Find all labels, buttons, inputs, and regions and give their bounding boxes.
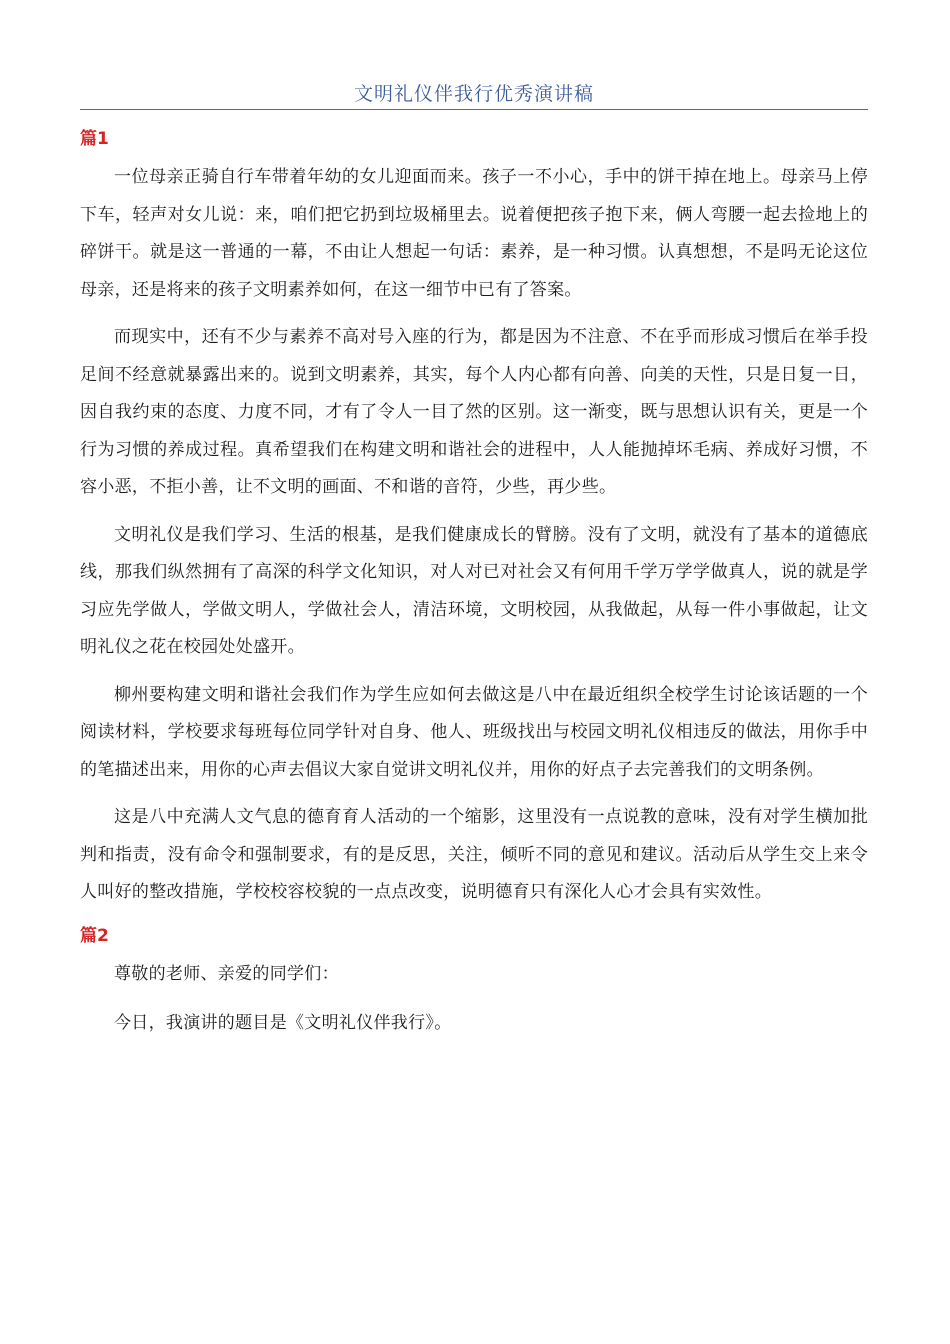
section-2-paragraph-1: 尊敬的老师、亲爱的同学们： (114, 963, 339, 984)
section-2-paragraph-2: 今日，我演讲的题目是《文明礼仪伴我行》。 (114, 1013, 452, 1033)
section-1-paragraph-1: 一位母亲正骑自行车带着年幼的女儿迎面而来。孩子一不小心，手中的饼干掉在地上。母亲马上停下车，轻声对女儿说：来，咱们把它扔到垃圾桶里去。说着便把孩子抱下来，俩人弯腰一起去捡地上的碎饼干。就是这一普通的一幕，不由让人想起一句话：素养，是一种习惯。认真想想，不是吗无论这位母亲，还是将来的孩子文明素养如何，在这一细节中已有了答案。 (80, 167, 868, 300)
document-body (80, 125, 868, 1055)
section-1-paragraph-4: 柳州要构建文明和谐社会我们作为学生应如何去做这是八中在最近组织全校学生讨论该话题的一个阅读材料，学校要求每班每位同学针对自身、他人、班级找出与校园文明礼仪相违反的做法，用你手中的笔描述出来，用你的心声去倡议大家自觉讲文明礼仪并，用你的好点子去完善我们的文明条例。 (80, 684, 868, 780)
title-divider (80, 109, 868, 110)
section-1-paragraph-5: 这是八中充满人文气息的德育育人活动的一个缩影，这里没有一点说教的意味，没有对学生横加批判和指责，没有命令和强制要求，有的是反思，关注，倾听不同的意见和建议。活动后从学生交上来令人叫好的整改措施，学校校容校貌的一点点改变，说明德育只有深化人心才会具有实效性。 (80, 807, 868, 902)
section-1-paragraph-2: 而现实中，还有不少与素养不高对号入座的行为，都是因为不注意、不在乎而形成习惯后在举手投足间不经意就暴露出来的。说到文明素养，其实，每个人内心都有向善、向美的天性，只是日复一日，因自我约束的态度、力度不同，才有了令人一目了然的区别。这一渐变，既与思想认识有关，更是一个行为习惯的养成过程。真希望我们在构建文明和谐社会的进程中，人人能抛掉坏毛病、养成好习惯，不容小恶，不拒小善，让不文明的画面、不和谐的音符，少些，再少些。 (80, 327, 868, 497)
document-title: 文明礼仪伴我行优秀演讲稿 (353, 83, 594, 105)
section-heading-1: 篇1 (80, 129, 109, 149)
section-heading-2: 篇2 (80, 925, 109, 946)
section-1-paragraph-3: 文明礼仪是我们学习、生活的根基，是我们健康成长的臂膀。没有了文明，就没有了基本的道德底线，那我们纵然拥有了高深的科学文化知识，对人对已对社会又有何用千学万学学做真人，说的就是学习应先学做人，学做文明人，学做社会人，清洁环境，文明校园，从我做起，从每一件小事做起，让文明礼仪之花在校园处处盛开。 (80, 524, 868, 657)
